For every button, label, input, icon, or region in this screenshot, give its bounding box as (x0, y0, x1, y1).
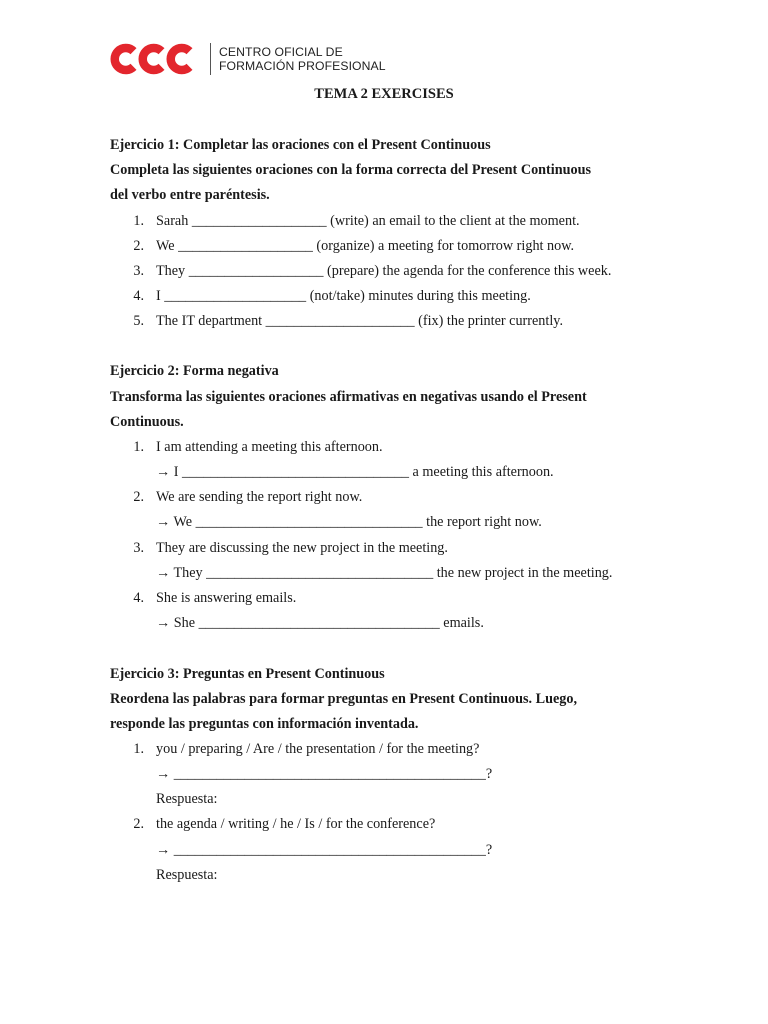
ex2-item-2-number: 2. (133, 489, 144, 505)
ex1-instruction-1: Completa las siguientes oraciones con la forma correcta del Present Continuous (110, 162, 592, 178)
header (110, 40, 386, 78)
ex1-item-1-number: 1. (133, 213, 144, 229)
ex3-item-1-response-label: Respuesta: (156, 791, 218, 807)
ex3-instruction-1: Reordena las palabras para formar preguntas en Present Continuous. Luego, (110, 691, 578, 707)
ex1-item-4-text: I ____________________ (not/take) minutes during this meeting. (156, 288, 531, 304)
ex2-instruction-1: Transforma las siguientes oraciones afirmativas en negativas usando el Present (110, 389, 587, 405)
ex2-item-3-number: 3. (133, 540, 144, 556)
logo-divider (210, 43, 211, 75)
ex2-item-2-text: We are sending the report right now. (156, 489, 363, 505)
ex1-item-4-number: 4. (133, 288, 144, 304)
ex2-item-3-answer: → They ________________________________ the new project in the meeting. (156, 565, 613, 581)
ex2-item-1-text: I am attending a meeting this afternoon. (156, 439, 383, 455)
ex3-item-1-text: you / preparing / Are / the presentation / for the meeting? (156, 741, 480, 757)
ex2-item-4-text: She is answering emails. (156, 590, 297, 606)
ex1-instruction-2: del verbo entre paréntesis. (110, 187, 270, 203)
ex3-item-2-text: the agenda / writing / he / Is / for the conference? (156, 816, 436, 832)
ex3-item-2-number: 2. (133, 816, 144, 832)
ex2-item-3-text: They are discussing the new project in the meeting. (156, 540, 448, 556)
ex2-heading: Ejercicio 2: Forma negativa (110, 363, 279, 379)
ex2-instruction-2: Continuous. (110, 414, 184, 430)
ccc-logo (110, 40, 198, 78)
ex2-item-2-answer: → We ________________________________ the report right now. (156, 514, 542, 530)
ex1-item-2-number: 2. (133, 238, 144, 254)
org-line-1: CENTRO OFICIAL DE (219, 45, 343, 59)
ex3-heading: Ejercicio 3: Preguntas en Present Continuous (110, 666, 385, 682)
ex3-item-1-answer: → ____________________________________________? (156, 766, 493, 782)
ex1-item-2-text: We ___________________ (organize) a meeting for tomorrow right now. (156, 238, 575, 254)
org-line-2: FORMACIÓN PROFESIONAL (219, 59, 386, 73)
ex3-item-2-response-label: Respuesta: (156, 867, 218, 883)
ex2-item-4-answer: → She __________________________________ emails. (156, 615, 484, 631)
ex1-item-3-number: 3. (133, 263, 144, 279)
org-name (219, 45, 386, 73)
ex1-item-5-text: The IT department _____________________ (fix) the printer currently. (156, 313, 563, 329)
ex1-item-1-text: Sarah ___________________ (write) an email to the client at the moment. (156, 213, 580, 229)
ex1-item-5-number: 5. (133, 313, 144, 329)
ex3-instruction-2: responde las preguntas con información inventada. (110, 716, 419, 732)
ex3-item-2-answer: → ____________________________________________? (156, 842, 493, 858)
ex3-item-1-number: 1. (133, 741, 144, 757)
ex2-item-1-answer: → I ________________________________ a meeting this afternoon. (156, 464, 554, 480)
ex2-item-4-number: 4. (133, 590, 144, 606)
ex2-item-1-number: 1. (133, 439, 144, 455)
document-title: TEMA 2 EXERCISES (314, 86, 454, 102)
ex1-item-3-text: They ___________________ (prepare) the agenda for the conference this week. (156, 263, 612, 279)
ex1-heading: Ejercicio 1: Completar las oraciones con el Present Continuous (110, 137, 491, 153)
